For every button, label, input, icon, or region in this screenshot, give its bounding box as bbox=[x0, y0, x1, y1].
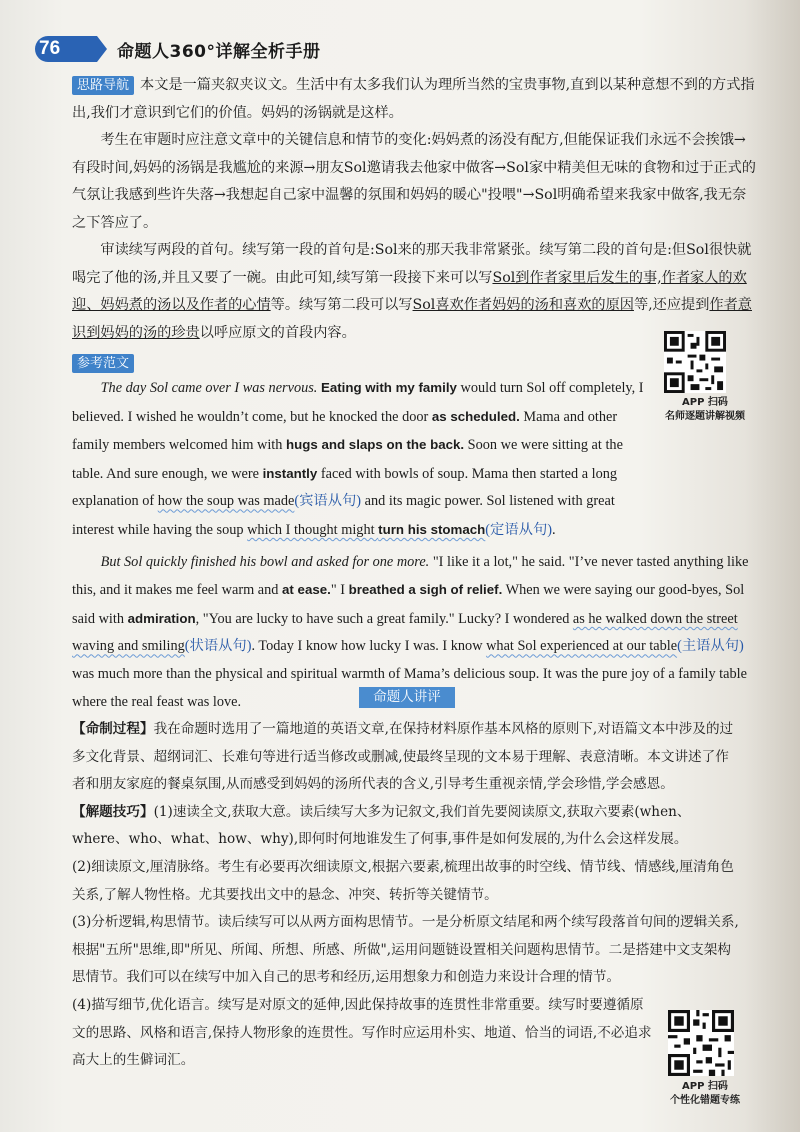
essay-paragraph-1: The day Sol came over I was nervous. Eating with my family would turn Sol off completely, I believed. I wished he wouldn’t come, but he knocked the door as scheduled. Mama and other family members welcomed him with hugs and slaps on the back. Soon we were sitting at the table. And sure enough, we were instantly faced with bowls of soup. Mama then started a long explanation of how the soup was made(宾语从句) and its magic power. Sol listened with great interest while having the soup which I thought might turn his stomach(定语从句). bbox=[72, 380, 644, 538]
page-tab-arrow bbox=[97, 36, 107, 62]
sample-essay-body bbox=[72, 374, 756, 716]
lecture-tips-1: 【解题技巧】(1)速读全文,获取大意。读后续写大多为记叙文,我们首先要阅读原文,获取六要素(when、where、who、what、how、why),即何时何地谁发生了何事,事件是如何发展的,为什么会这样发展。 bbox=[72, 803, 691, 848]
sample-tag: 参考范文 bbox=[72, 354, 134, 373]
page-header bbox=[35, 36, 321, 62]
qr-code-practice[interactable] bbox=[668, 1010, 734, 1076]
guide-paragraph-3: 审读续写两段的首句。续写第一段的首句是:Sol来的那天我非常紧张。续写第二段的首句是:但Sol很快就喝完了他的汤,并且又要了一碗。由此可知,续写第一段接下来可以写Sol到作者家里后发生的事,作者家人的欢迎、妈妈煮的汤以及作者的心情等。续写第二段可以写Sol喜欢作者妈妈的汤和喜欢的原因等,还应提到作者意识到妈妈的汤的珍贵以呼应原文的首段内容。 bbox=[72, 242, 752, 341]
thinking-guide-section bbox=[72, 72, 756, 347]
qr-caption-video: APP 扫码 名师逐题讲解视频 bbox=[665, 397, 745, 422]
lecture-tips-2: (2)细读原文,厘清脉络。考生有必要再次细读原文,根据六要素,梳理出故事的时空线、情节线、情感线,厘清角色关系,了解人物性格。尤其要找出文中的悬念、冲突、转折等关键情节。 bbox=[72, 858, 734, 903]
guide-tag: 思路导航 bbox=[72, 76, 134, 95]
page-number: 76 bbox=[35, 36, 97, 62]
book-title: 命题人360°详解全析手册 bbox=[117, 41, 321, 62]
guide-paragraph-2: 考生在审题时应注意文章中的关键信息和情节的变化:妈妈煮的汤没有配方,但能保证我们永远不会挨饿→有段时间,妈妈的汤锅是我尴尬的来源→朋友Sol邀请我去他家中做客→Sol家中精美但无味的食物和过于正式的气氛让我感到些许失落→我想起自己家中温馨的氛围和妈妈的暖心"投喂"→Sol明确希望来我家中做客,我无奈之下答应了。 bbox=[72, 132, 756, 231]
lecture-process: 【命制过程】我在命题时选用了一篇地道的英语文章,在保持材料原作基本风格的原则下,对语篇文本中涉及的过多文化背景、超纲词汇、长难句等进行适当修改或删减,使最终呈现的文本易于理解、表意清晰。本文讲述了作者和朋友家庭的餐桌氛围,从而感受到妈妈的汤所代表的含义,引导考生重视亲情,学会珍惜,学会感恩。 bbox=[72, 721, 734, 793]
qr-caption-practice: APP 扫码 个性化错题专练 bbox=[670, 1081, 740, 1106]
lecture-tips-3: (3)分析逻辑,构思情节。读后续写可以从两方面构思情节。一是分析原文结尾和两个续写段落首句间的逻辑关系,根据"五所"思维,即"所见、所闻、所想、所感、所做",运用问题链设置相关问题构思情节。二是搭建中文支架构思情节。我们可以在续写中加入自己的思考和经历,运用想象力和创造力来设计合理的情节。 bbox=[72, 914, 739, 986]
essay-paragraph-2: But Sol quickly finished his bowl and asked for one more. "I like it a lot," he said. "I’ve never tasted anything like this, and it makes me feel warm and at ease." I breathed a sigh of relief. When we were saying our good-byes, Sol said with admiration, "You are lucky to have such a great family." Lucky? I wondered as he walked down the street waving and smiling(状语从句). Today I know how lucky I was. I know what Sol experienced at our table(主语从句) was much more than the physical and spiritual warmth of Mama’s delicious soup. It was the pure joy of a family table where the real feast was love. bbox=[72, 553, 749, 710]
lecture-tips-4: (4)描写细节,优化语言。续写是对原文的延伸,因此保持故事的连贯性非常重要。续写时要遵循原文的思路、风格和语言,保持人物形象的连贯性。写作时应运用朴实、地道、恰当的词语,不必追求高大上的生僻词汇。 bbox=[72, 996, 652, 1069]
lecture-section bbox=[72, 716, 742, 1075]
lecture-title: 命题人讲评 bbox=[359, 687, 455, 708]
guide-paragraph-1: 思路导航 本文是一篇夹叙夹议文。生活中有太多我们认为理所当然的宝贵事物,直到以某种意想不到的方式指出,我们才意识到它们的价值。妈妈的汤锅就是这样。 bbox=[72, 77, 755, 121]
